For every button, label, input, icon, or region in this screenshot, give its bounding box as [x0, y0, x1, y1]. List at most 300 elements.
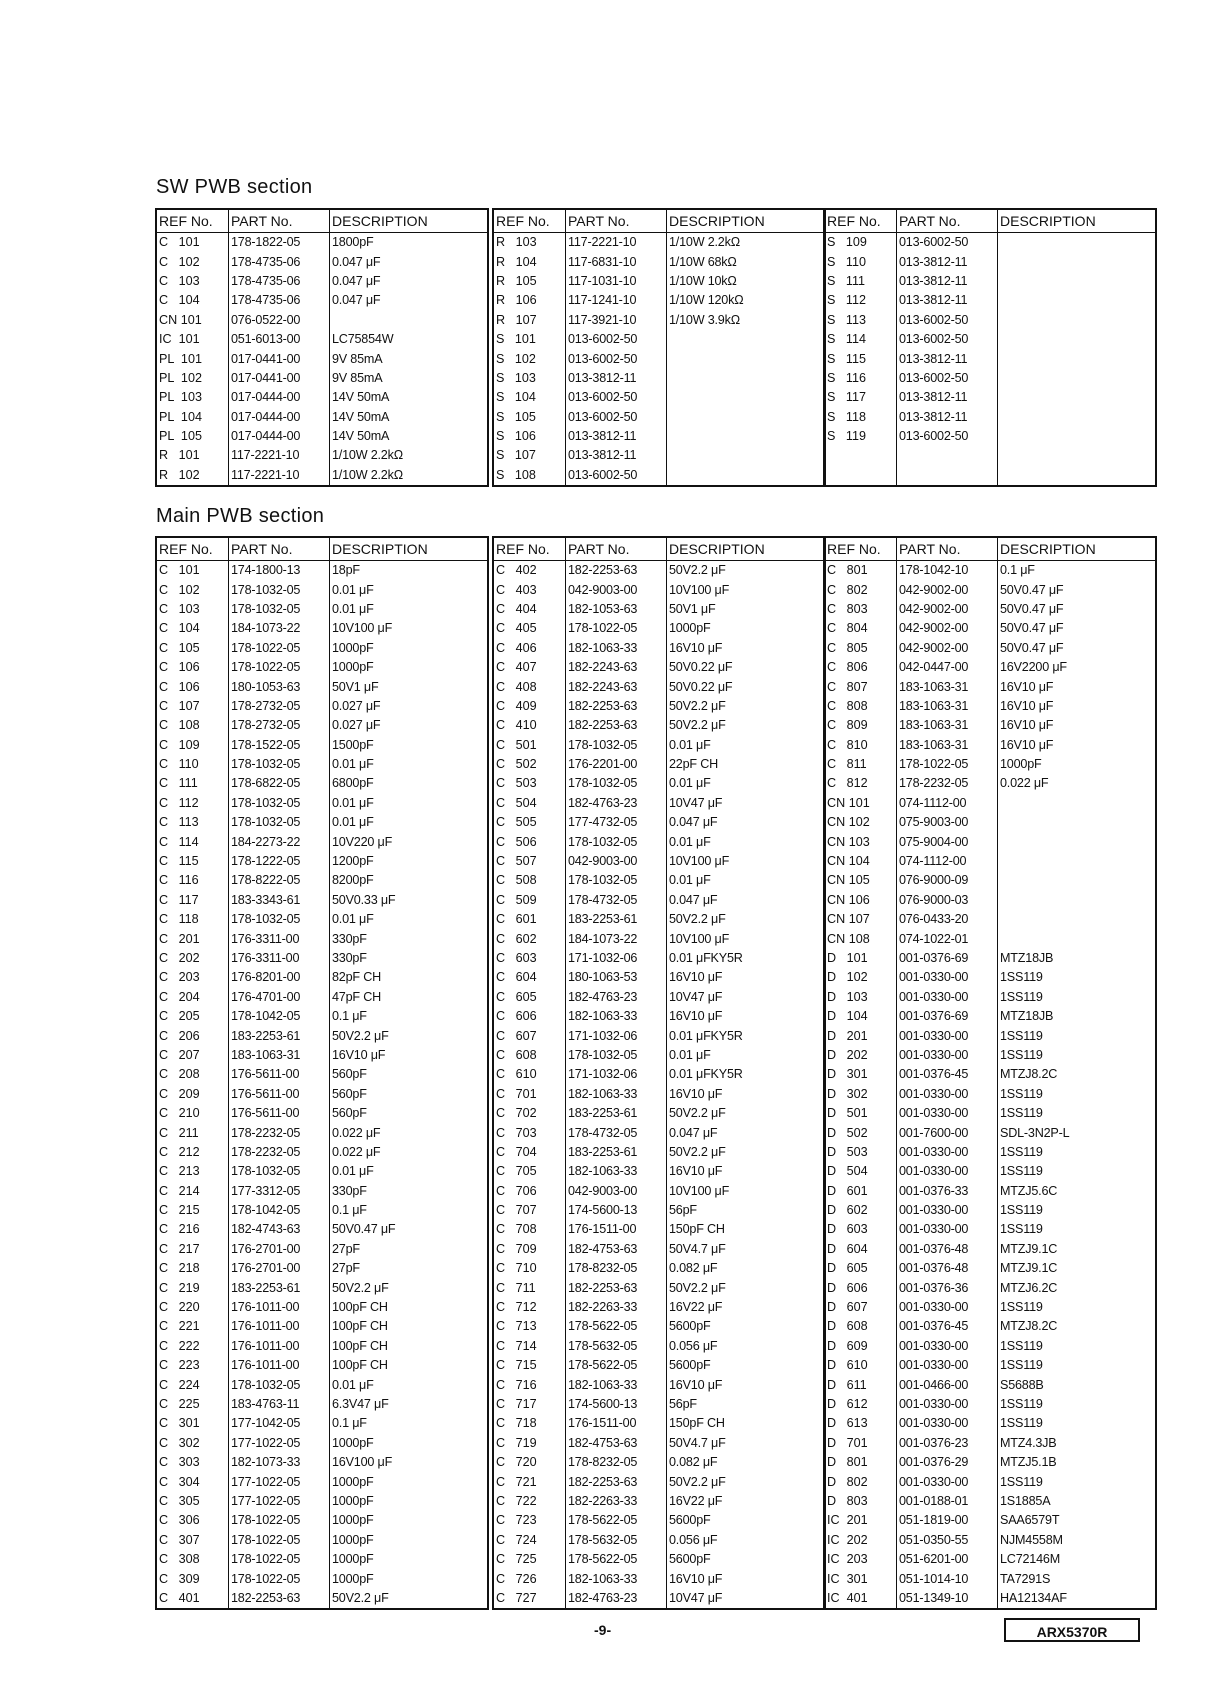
part-no-cell: 182-2253-63: [566, 1278, 667, 1297]
description-cell: 50V0.33 μF: [332, 892, 396, 907]
table-row: [824, 1589, 1156, 1609]
table-row: [156, 252, 488, 271]
part-no-cell: 171-1032-06: [566, 1026, 667, 1045]
description-cell: [998, 408, 1157, 427]
description-cell: 0.056 μF: [669, 1532, 718, 1547]
ref-no-cell: D 603: [824, 1220, 897, 1239]
part-no-cell: 013-6002-50: [897, 233, 998, 253]
part-no-cell: 178-1032-05: [566, 774, 667, 793]
description-cell: NJM4558M: [1000, 1532, 1063, 1547]
ref-no-cell: S 101: [493, 330, 566, 349]
table-row: [824, 408, 1156, 427]
part-no-cell: 183-1063-31: [897, 697, 998, 716]
part-no-cell: 178-5632-05: [566, 1531, 667, 1550]
ref-no-cell: C 505: [493, 813, 566, 832]
table-row: [156, 466, 488, 486]
table-row: [493, 813, 825, 832]
part-no-cell: 178-1022-05: [229, 1550, 330, 1569]
description-cell: [998, 388, 1157, 407]
ref-no-cell: C 113: [156, 813, 229, 832]
ref-no-cell: R 104: [493, 252, 566, 271]
ref-no-cell: C 104: [156, 291, 229, 310]
description-cell: 5600pF: [669, 1552, 711, 1567]
description-cell: 0.027 μF: [332, 718, 381, 733]
table-row: [493, 1026, 825, 1045]
part-no-cell: 176-2701-00: [229, 1240, 330, 1259]
part-no-cell: 178-5622-05: [566, 1511, 667, 1530]
table-row: [493, 871, 825, 890]
part-no-cell: 183-2253-61: [229, 1026, 330, 1045]
part-no-cell: 001-0376-69: [897, 1007, 998, 1026]
description-cell: 14V 50mA: [332, 409, 390, 424]
ref-no-cell: C 214: [156, 1182, 229, 1201]
ref-no-cell: R 103: [493, 233, 566, 253]
ref-no-cell: D 503: [824, 1143, 897, 1162]
description-cell: 0.047 μF: [669, 892, 718, 907]
part-no-cell: 001-0330-00: [897, 1395, 998, 1414]
ref-no-cell: C 720: [493, 1453, 566, 1472]
table-row: [824, 1356, 1156, 1375]
table-row: [824, 1065, 1156, 1084]
description-cell: [330, 311, 489, 330]
ref-no-cell: C 501: [493, 736, 566, 755]
table-row: [156, 736, 488, 755]
description-cell: 100pF CH: [332, 1319, 388, 1334]
part-no-cell: 183-3343-61: [229, 891, 330, 910]
table-row: [824, 639, 1156, 658]
ref-no-cell: C 114: [156, 832, 229, 851]
part-no-cell: 176-2701-00: [229, 1259, 330, 1278]
part-no-cell: 176-1011-00: [229, 1298, 330, 1317]
table-row: [156, 1259, 488, 1278]
ref-no-cell: C 803: [824, 600, 897, 619]
description-cell: 1000pF: [332, 1532, 374, 1547]
table-row: [493, 755, 825, 774]
ref-no-cell: C 106: [156, 677, 229, 696]
ref-no-cell: C 217: [156, 1240, 229, 1259]
table-row: [156, 871, 488, 890]
description-cell: 0.022 μF: [1000, 776, 1049, 791]
ref-no-cell: C 504: [493, 794, 566, 813]
part-no-cell: 042-9003-00: [566, 580, 667, 599]
ref-no-cell: C 608: [493, 1046, 566, 1065]
table-row: [824, 1085, 1156, 1104]
description-cell: MTZ4.3JB: [1000, 1435, 1057, 1450]
part-no-cell: 184-1073-22: [566, 929, 667, 948]
column-header: REF No.: [824, 209, 897, 233]
description-cell: SAA6579T: [1000, 1513, 1060, 1528]
description-cell: 16V10 μF: [1000, 698, 1054, 713]
table-row: [493, 388, 825, 407]
part-no-cell: 182-2243-63: [566, 677, 667, 696]
table-row: [493, 1220, 825, 1239]
description-cell: 50V0.47 μF: [332, 1222, 396, 1237]
description-cell: 0.1 μF: [1000, 563, 1035, 578]
part-no-cell: 178-1032-05: [229, 600, 330, 619]
table-row: [156, 291, 488, 310]
ref-no-cell: CN 104: [824, 852, 897, 871]
table-row: [493, 1298, 825, 1317]
ref-no-cell: D 604: [824, 1240, 897, 1259]
ref-no-cell: PL 105: [156, 427, 229, 446]
table-row: [493, 1201, 825, 1220]
ref-no-cell: D 610: [824, 1356, 897, 1375]
ref-no-cell: C 502: [493, 755, 566, 774]
ref-no-cell: D 101: [824, 949, 897, 968]
ref-no-cell: C 705: [493, 1162, 566, 1181]
table-row: [493, 852, 825, 871]
table-row: [493, 736, 825, 755]
description-cell: 9V 85mA: [332, 351, 383, 366]
table-row: [824, 311, 1156, 330]
description-cell: 1/10W 2.2kΩ: [332, 467, 403, 482]
part-no-cell: 017-0444-00: [229, 427, 330, 446]
description-cell: 16V10 μF: [669, 1571, 723, 1586]
table-row: [493, 1550, 825, 1569]
description-cell: [998, 311, 1157, 330]
part-no-cell: 178-1022-05: [229, 1511, 330, 1530]
part-no-cell: 176-5611-00: [229, 1104, 330, 1123]
ref-no-cell: C 206: [156, 1026, 229, 1045]
description-cell: [667, 388, 826, 407]
description-cell: 50V0.22 μF: [669, 679, 733, 694]
part-no-cell: 171-1032-06: [566, 949, 667, 968]
part-no-cell: 178-1032-05: [566, 1046, 667, 1065]
ref-no-cell: CN 101: [824, 794, 897, 813]
table-row: [493, 427, 825, 446]
part-no-cell: 013-3812-11: [566, 427, 667, 446]
ref-no-cell: C 811: [824, 755, 897, 774]
ref-no-cell: C 205: [156, 1007, 229, 1026]
table-row: [156, 1434, 488, 1453]
part-no-cell: 178-2232-05: [229, 1143, 330, 1162]
page-number: -9-: [594, 1622, 612, 1638]
description-cell: 1SS119: [1000, 1106, 1043, 1121]
table-row: [824, 561, 1156, 581]
table-row: [156, 1453, 488, 1472]
part-no-cell: 182-1073-33: [229, 1453, 330, 1472]
ref-no-cell: S 113: [824, 311, 897, 330]
table-row: [156, 813, 488, 832]
table-row: [156, 600, 488, 619]
part-no-cell: 182-4763-23: [566, 988, 667, 1007]
part-no-cell: 013-6002-50: [566, 388, 667, 407]
column-header: PART No.: [566, 209, 667, 233]
description-cell: 50V0.47 μF: [1000, 640, 1064, 655]
ref-no-cell: C 804: [824, 619, 897, 638]
description-cell: 50V2.2 μF: [669, 698, 726, 713]
table-row: [824, 466, 1156, 486]
description-cell: 16V10 μF: [669, 1377, 723, 1392]
table-row: [156, 446, 488, 465]
part-no-cell: 182-2253-63: [566, 697, 667, 716]
table-row: [493, 1143, 825, 1162]
description-cell: 16V10 μF: [669, 1009, 723, 1024]
description-cell: 50V2.2 μF: [669, 1280, 726, 1295]
table-row: [493, 408, 825, 427]
ref-no-cell: C 802: [824, 580, 897, 599]
ref-no-cell: C 107: [156, 697, 229, 716]
table-row: [493, 272, 825, 291]
part-no-cell: 178-1022-05: [229, 639, 330, 658]
part-no-cell: 051-1819-00: [897, 1511, 998, 1530]
part-no-cell: 076-0522-00: [229, 311, 330, 330]
ref-no-cell: S 112: [824, 291, 897, 310]
part-no-cell: 178-1032-05: [229, 1375, 330, 1394]
ref-no-cell: S 109: [824, 233, 897, 253]
part-no-cell: 013-3812-11: [897, 291, 998, 310]
part-no-cell: 182-4763-23: [566, 794, 667, 813]
table-row: [824, 1337, 1156, 1356]
description-cell: 50V2.2 μF: [669, 563, 726, 578]
table-row: [156, 968, 488, 987]
description-cell: [998, 233, 1157, 253]
description-cell: 0.056 μF: [669, 1338, 718, 1353]
description-cell: 10V47 μF: [669, 989, 723, 1004]
table-row: [156, 891, 488, 910]
part-no-cell: 183-1063-31: [897, 716, 998, 735]
column-header: DESCRIPTION: [998, 537, 1157, 561]
part-no-cell: 174-1800-13: [229, 561, 330, 581]
part-no-cell: 013-6002-50: [897, 311, 998, 330]
part-no-cell: 178-1032-05: [566, 871, 667, 890]
table-row: [156, 929, 488, 948]
description-cell: 0.01 μF: [332, 601, 374, 616]
part-no-cell: 001-0330-00: [897, 1337, 998, 1356]
ref-no-cell: C 805: [824, 639, 897, 658]
parts-table: [492, 208, 826, 487]
part-no-cell: 182-1063-33: [566, 1375, 667, 1394]
part-no-cell: 177-1022-05: [229, 1434, 330, 1453]
ref-no-cell: S 117: [824, 388, 897, 407]
ref-no-cell: IC 203: [824, 1550, 897, 1569]
description-cell: 1200pF: [332, 854, 374, 869]
description-cell: [998, 369, 1157, 388]
ref-no-cell: IC 101: [156, 330, 229, 349]
description-cell: 0.01 μF: [669, 776, 711, 791]
table-row: [156, 910, 488, 929]
ref-no-cell: C 601: [493, 910, 566, 929]
part-no-cell: 075-9003-00: [897, 813, 998, 832]
description-cell: 1500pF: [332, 737, 374, 752]
ref-no-cell: D 701: [824, 1434, 897, 1453]
ref-no-cell: D 802: [824, 1472, 897, 1491]
part-no-cell: 182-4763-23: [566, 1589, 667, 1609]
ref-no-cell: D 201: [824, 1026, 897, 1045]
description-cell: MTZ18JB: [1000, 951, 1054, 965]
part-no-cell: 001-0330-00: [897, 1026, 998, 1045]
table-row: [824, 852, 1156, 871]
description-cell: 16V10 μF: [669, 640, 723, 655]
part-no-cell: 117-1241-10: [566, 291, 667, 310]
part-no-cell: 013-3812-11: [897, 272, 998, 291]
part-no-cell: 001-7600-00: [897, 1123, 998, 1142]
part-no-cell: 001-0330-00: [897, 968, 998, 987]
part-no-cell: 051-1349-10: [897, 1589, 998, 1609]
part-no-cell: 001-0466-00: [897, 1375, 998, 1394]
part-no-cell: 178-2732-05: [229, 716, 330, 735]
ref-no-cell: C 116: [156, 871, 229, 890]
description-cell: 10V100 μF: [669, 854, 730, 869]
ref-no-cell: PL 103: [156, 388, 229, 407]
table-row: [156, 852, 488, 871]
table-row: [824, 330, 1156, 349]
part-no-cell: 001-0330-00: [897, 1298, 998, 1317]
ref-no-cell: D 609: [824, 1337, 897, 1356]
part-no-cell: 178-1032-05: [566, 736, 667, 755]
table-row: [824, 697, 1156, 716]
ref-no-cell: C 215: [156, 1201, 229, 1220]
table-row: [824, 1375, 1156, 1394]
column-header: DESCRIPTION: [667, 537, 826, 561]
description-cell: 9V 85mA: [332, 370, 383, 385]
description-cell: 18pF: [332, 563, 360, 578]
ref-no-cell: C 606: [493, 1007, 566, 1026]
part-no-cell: 178-1032-05: [229, 1162, 330, 1181]
description-cell: [998, 852, 1157, 871]
description-cell: 14V 50mA: [332, 390, 390, 405]
description-cell: 1SS119: [1000, 1144, 1043, 1159]
description-cell: [998, 466, 1157, 486]
part-no-cell: 001-0376-45: [897, 1065, 998, 1084]
description-cell: [998, 832, 1157, 851]
ref-no-cell: S 107: [493, 446, 566, 465]
ref-no-cell: C 723: [493, 1511, 566, 1530]
description-cell: 0.022 μF: [332, 1144, 381, 1159]
table-row: [824, 910, 1156, 929]
table-row: [156, 1414, 488, 1433]
description-cell: 10V100 μF: [332, 621, 393, 636]
part-no-cell: 184-1073-22: [229, 619, 330, 638]
part-no-cell: 013-6002-50: [897, 330, 998, 349]
part-no-cell: 182-2263-33: [566, 1298, 667, 1317]
table-row: [493, 1317, 825, 1336]
description-cell: 10V100 μF: [669, 582, 730, 597]
description-cell: 10V100 μF: [669, 1183, 730, 1198]
ref-no-cell: S 111: [824, 272, 897, 291]
ref-no-cell: C 810: [824, 736, 897, 755]
ref-no-cell: CN 107: [824, 910, 897, 929]
table-row: [493, 291, 825, 310]
description-cell: 560pF: [332, 1067, 367, 1082]
description-cell: 14V 50mA: [332, 429, 390, 444]
table-row: [156, 658, 488, 677]
ref-no-cell: C 402: [493, 561, 566, 581]
ref-no-cell: C 106: [156, 658, 229, 677]
part-no-cell: 042-9003-00: [566, 852, 667, 871]
description-cell: 0.047 μF: [332, 273, 381, 288]
ref-no-cell: C 207: [156, 1046, 229, 1065]
description-cell: 16V10 μF: [1000, 737, 1054, 752]
column-header: DESCRIPTION: [667, 209, 826, 233]
description-cell: 1SS119: [1000, 1047, 1043, 1062]
ref-no-cell: D 202: [824, 1046, 897, 1065]
part-no-cell: 178-2232-05: [229, 1123, 330, 1142]
table-row: [824, 949, 1156, 968]
table-row: [824, 1259, 1156, 1278]
table-row: [156, 677, 488, 696]
description-cell: 16V100 μF: [332, 1455, 393, 1470]
table-row: [493, 330, 825, 349]
table-row: [493, 1492, 825, 1511]
table-row: [493, 1104, 825, 1123]
table-row: [156, 774, 488, 793]
table-row: [824, 1201, 1156, 1220]
ref-no-cell: C 216: [156, 1220, 229, 1239]
table-row: [493, 929, 825, 948]
ref-no-cell: C 718: [493, 1414, 566, 1433]
part-no-cell: 182-1063-33: [566, 639, 667, 658]
ref-no-cell: CN 106: [824, 891, 897, 910]
ref-no-cell: C 110: [156, 755, 229, 774]
part-no-cell: 177-3312-05: [229, 1182, 330, 1201]
table-row: [493, 639, 825, 658]
part-no-cell: 176-1011-00: [229, 1337, 330, 1356]
ref-no-cell: R 107: [493, 311, 566, 330]
ref-no-cell: D 801: [824, 1453, 897, 1472]
table-row: [493, 233, 825, 253]
description-cell: 330pF: [332, 1183, 367, 1198]
table-row: [493, 1356, 825, 1375]
description-cell: 0.01 μFKY5R: [669, 951, 743, 965]
ref-no-cell: C 103: [156, 600, 229, 619]
ref-no-cell: S 102: [493, 349, 566, 368]
part-no-cell: 182-4753-63: [566, 1240, 667, 1259]
ref-no-cell: C 806: [824, 658, 897, 677]
table-row: [824, 600, 1156, 619]
table-row: [493, 658, 825, 677]
description-cell: 1S1885A: [1000, 1493, 1051, 1508]
table-row: [156, 1531, 488, 1550]
part-no-cell: 076-0433-20: [897, 910, 998, 929]
ref-no-cell: S 115: [824, 349, 897, 368]
part-no-cell: 178-4735-06: [229, 252, 330, 271]
description-cell: 56pF: [669, 1396, 697, 1411]
table-row: [493, 369, 825, 388]
table-row: [824, 1434, 1156, 1453]
column-header: REF No.: [493, 537, 566, 561]
ref-no-cell: IC 301: [824, 1569, 897, 1588]
part-no-cell: 013-6002-50: [897, 427, 998, 446]
part-no-cell: 176-3311-00: [229, 949, 330, 968]
ref-no-cell: C 307: [156, 1531, 229, 1550]
part-no-cell: 177-1022-05: [229, 1492, 330, 1511]
part-no-cell: 183-1063-31: [897, 677, 998, 696]
table-row: [156, 1569, 488, 1588]
part-no-cell: 182-2253-63: [566, 561, 667, 581]
ref-no-cell: C 703: [493, 1123, 566, 1142]
column-header: PART No.: [897, 537, 998, 561]
part-no-cell: 178-1022-05: [229, 658, 330, 677]
table-row: [493, 1046, 825, 1065]
description-cell: 50V0.47 μF: [1000, 621, 1064, 636]
table-row: [493, 891, 825, 910]
part-no-cell: 042-9002-00: [897, 639, 998, 658]
table-row: [156, 272, 488, 291]
ref-no-cell: R 105: [493, 272, 566, 291]
ref-no-cell: IC 202: [824, 1531, 897, 1550]
description-cell: 0.01 μF: [332, 582, 374, 597]
description-cell: 1SS119: [1000, 1416, 1043, 1431]
table-row: [824, 427, 1156, 446]
part-no-cell: 178-1032-05: [229, 755, 330, 774]
description-cell: 0.01 μFKY5R: [669, 1067, 743, 1082]
ref-no-cell: C 208: [156, 1065, 229, 1084]
description-cell: [998, 910, 1157, 929]
ref-no-cell: C 603: [493, 949, 566, 968]
table-row: [824, 968, 1156, 987]
table-row: [824, 1472, 1156, 1491]
